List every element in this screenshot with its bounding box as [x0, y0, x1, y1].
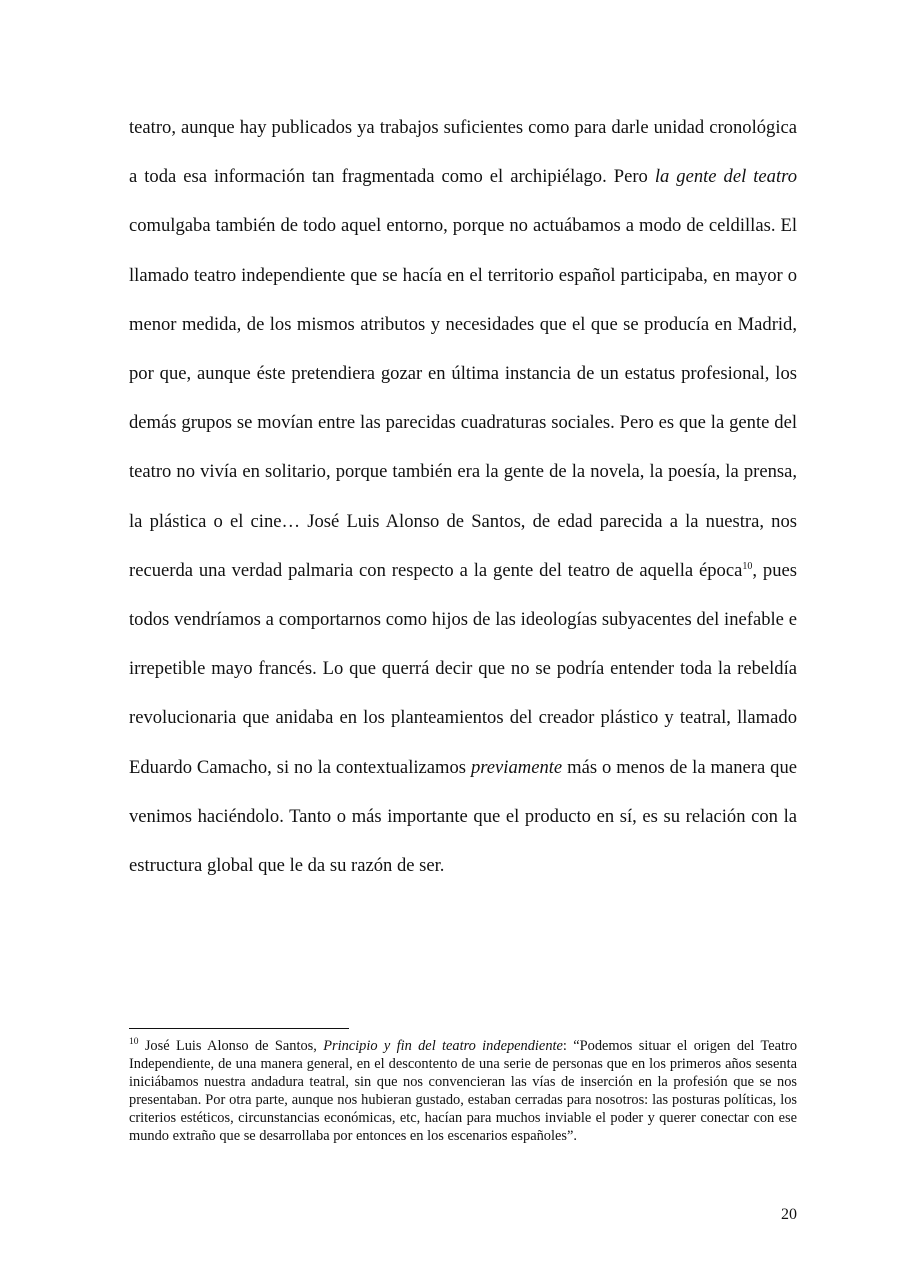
body-text-segment: teatro, aunque hay publicados ya trabajos suficientes como para darle unidad cronológica a toda esa información tan fragmentada como el archipiélago. Pero — [129, 117, 797, 188]
body-text-segment: comulgaba también de todo aquel entorno, porque no actuábamos a modo de celdillas. El llamado teatro independiente que se hacía en el territorio español participaba, en mayor o menor medida, de los mismos atributos y necesidades que el que se producía en Madrid, por que, aunque éste pretendiera gozar en última instancia de un estatus profesional, los demás grupos se movían entre las parecidas cuadraturas sociales. Pero es que la gente del teatro no vivía en solitario, porque también era la gente de la novela, la poesía, la prensa, la plástica o el cine… José Luis Alonso de Santos, de edad parecida a la nuestra, nos recuerda una verdad palmaria con respecto a la gente del teatro de aquella época — [129, 215, 797, 581]
footnote — [129, 1037, 797, 1146]
italic-phrase-gente-del-teatro: la gente del teatro — [654, 166, 797, 188]
footnote-book-title: Principio y fin del teatro independiente — [323, 1038, 563, 1054]
italic-word-previamente: previamente — [470, 756, 563, 778]
body-text-segment: más o menos de la manera que venimos haciéndolo. Tanto o más importante que el producto en sí, es su relación con la estructura global que le da su razón de ser. — [129, 756, 797, 877]
footnote-number: 10 — [129, 1037, 139, 1048]
body-text-segment: , pues todos vendríamos a comportarnos como hijos de las ideologías subyacentes del inefable e irrepetible mayo francés. Lo que querrá decir que no se podría entender toda la rebeldía revolucionaria que anidaba en los planteamientos del creador plástico y teatral, llamado Eduardo Camacho, si no la contextualizamos — [129, 559, 797, 778]
footnote-reference[interactable]: 10 — [742, 560, 753, 572]
page-number: 20 — [781, 1206, 797, 1223]
footnote-quote: : “Podemos situar el origen del Teatro Independiente, de una manera general, en el descontento de una serie de personas que en los primeros años sesenta iniciábamos nuestra andadura teatral, sin que nos convencieran las vías de inserción en la profesión que se nos presentaban. Por otra parte, aunque nos hubieran gustado, estaban cerradas para nosotros: las posturas políticas, los criterios estéticos, circunstancias económicas, etc, hacían para muchos inviable el poder y querer conectar con ese mundo extraño que se desarrollaba por entonces en los escenarios españoles”. — [129, 1038, 798, 1145]
body-paragraph — [129, 103, 797, 890]
footnote-divider — [129, 1028, 349, 1029]
footnote-author: José Luis Alonso de Santos, — [138, 1038, 324, 1054]
